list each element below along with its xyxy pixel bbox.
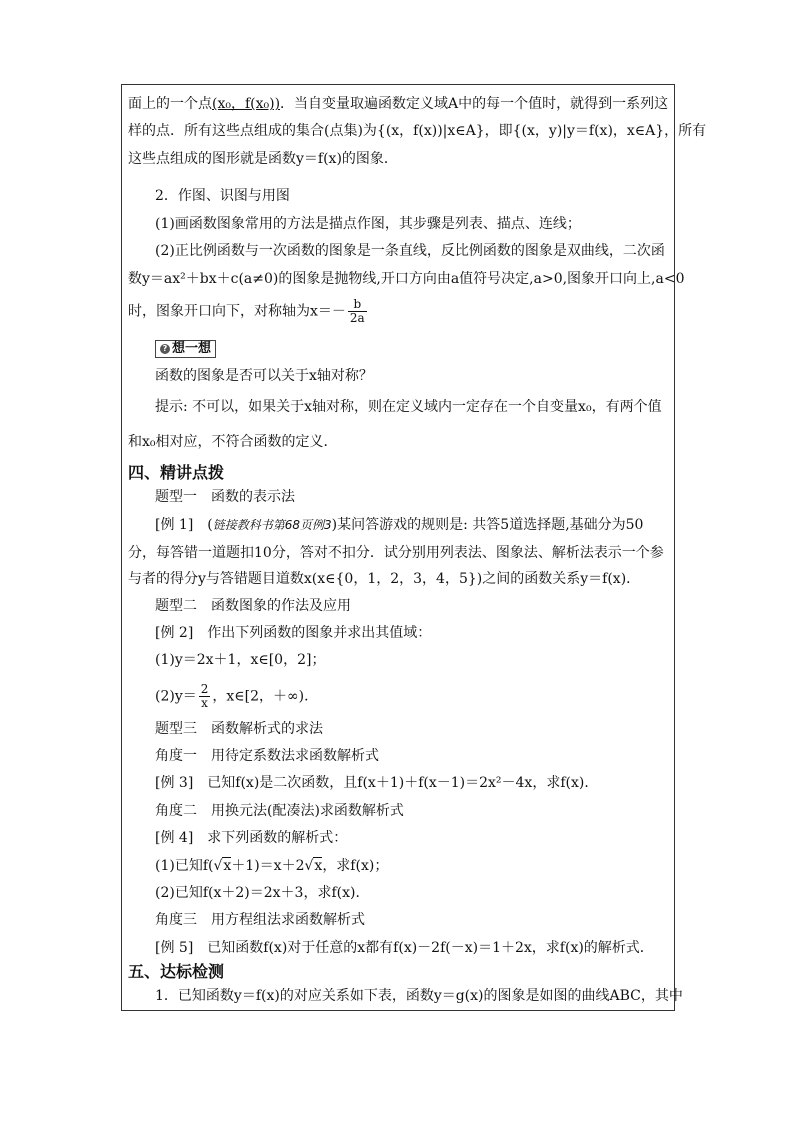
text-line: 题型三 函数解析式的求法 xyxy=(155,721,323,737)
text-line: 时，图象开口向下，对称轴为x＝－ $\frac{b}{2a}$ xyxy=(128,297,365,325)
text-line: 与者的得分y与答错题目道数x(x∈{0，1，2，3，4，5})之间的函数关系y＝f(x)． xyxy=(128,571,641,587)
text-line: 数y＝ax²＋bx＋c(a≠0)的图象是抛物线,开口方向由a值符号决定,a>0,图象开口向上,a<0 xyxy=(128,271,685,287)
text-line: 这些点组成的图形就是函数y＝f(x)的图象． xyxy=(128,151,398,167)
text-line: (1)y＝2x＋1，x∈[0，2]； xyxy=(155,652,326,668)
text-line: [例 5] 已知函数f(x)对于任意的x都有f(x)－2f(－x)＝1＋2x，求f(x)的解析式． xyxy=(155,940,654,956)
section-heading: 五、达标检测 xyxy=(128,962,225,981)
text-line: 题型一 函数的表示法 xyxy=(155,489,295,505)
think-badge: ? 想一想 xyxy=(155,339,216,358)
text-line: [例 2] 作出下列函数的图象并求出其值域： xyxy=(155,625,432,641)
text-line: [例 4] 求下列函数的解析式： xyxy=(155,830,348,846)
text-line: 题型二 函数图象的作法及应用 xyxy=(155,598,351,614)
text-line: [例 1] (链接教科书第68页例3)某问答游戏的规则是: 共答5道选择题,基础分为50 xyxy=(155,517,644,533)
text-line: 面上的一个点(x₀，f(x₀))．当自变量取遍函数定义域A中的每一个值时，就得到一系列这 xyxy=(128,96,669,112)
text-line: (1)画函数图象常用的方法是描点作图，其步骤是列表、描点、连线； xyxy=(155,216,581,232)
text-line: 分，每答错一道题扣10分，答对不扣分．试分别用列表法、图象法、解析法表示一个参 xyxy=(128,545,664,561)
text-line: [例 3] 已知f(x)是二次函数，且f(x＋1)＋f(x－1)＝2x²－4x，求f(x)． xyxy=(155,775,599,791)
sqrt-icon: √ xyxy=(304,858,314,874)
text-line: (1)已知f(√x＋1)＝x＋2√x，求f(x)； xyxy=(155,858,389,874)
question-icon: ? xyxy=(160,344,170,354)
text-line: 和x₀相对应，不符合函数的定义． xyxy=(128,434,338,450)
text-line: (2)正比例函数与一次函数的图象是一条直线，反比例函数的图象是双曲线，二次函 xyxy=(155,243,665,259)
text-line: 角度二 用换元法(配凑法)求函数解析式 xyxy=(155,803,404,819)
text-line: (2)y＝ $\frac{2}{x}$ ，x∈[2，＋∞)． xyxy=(155,682,319,710)
text-line: 角度一 用待定系数法求函数解析式 xyxy=(155,748,379,764)
text-line: 函数的图象是否可以关于x轴对称？ xyxy=(155,368,373,384)
section-heading: 四、精讲点拨 xyxy=(128,463,225,482)
text-line: (2)已知f(x＋2)＝2x＋3，求f(x)． xyxy=(155,885,370,901)
text-line: 角度三 用方程组法求函数解析式 xyxy=(155,912,365,928)
fraction: $\frac{b}{2a}$ xyxy=(349,297,365,325)
sqrt-icon: √ xyxy=(213,858,223,874)
fraction: $\frac{2}{x}$ xyxy=(200,682,209,710)
text-line: 2．作图、识图与用图 xyxy=(155,188,290,204)
text-line: 1．已知函数y＝f(x)的对应关系如下表，函数y＝g(x)的图象是如图的曲线ABC，其中 xyxy=(155,988,683,1004)
text-line: 提示: 不可以，如果关于x轴对称，则在定义域内一定存在一个自变量x₀，有两个值 xyxy=(155,399,662,415)
text-line: 样的点．所有这些点组成的集合(点集)为{(x，f(x))|x∈A}，即{(x，y)|y＝f(x)，x∈A}，所有 xyxy=(128,123,707,139)
